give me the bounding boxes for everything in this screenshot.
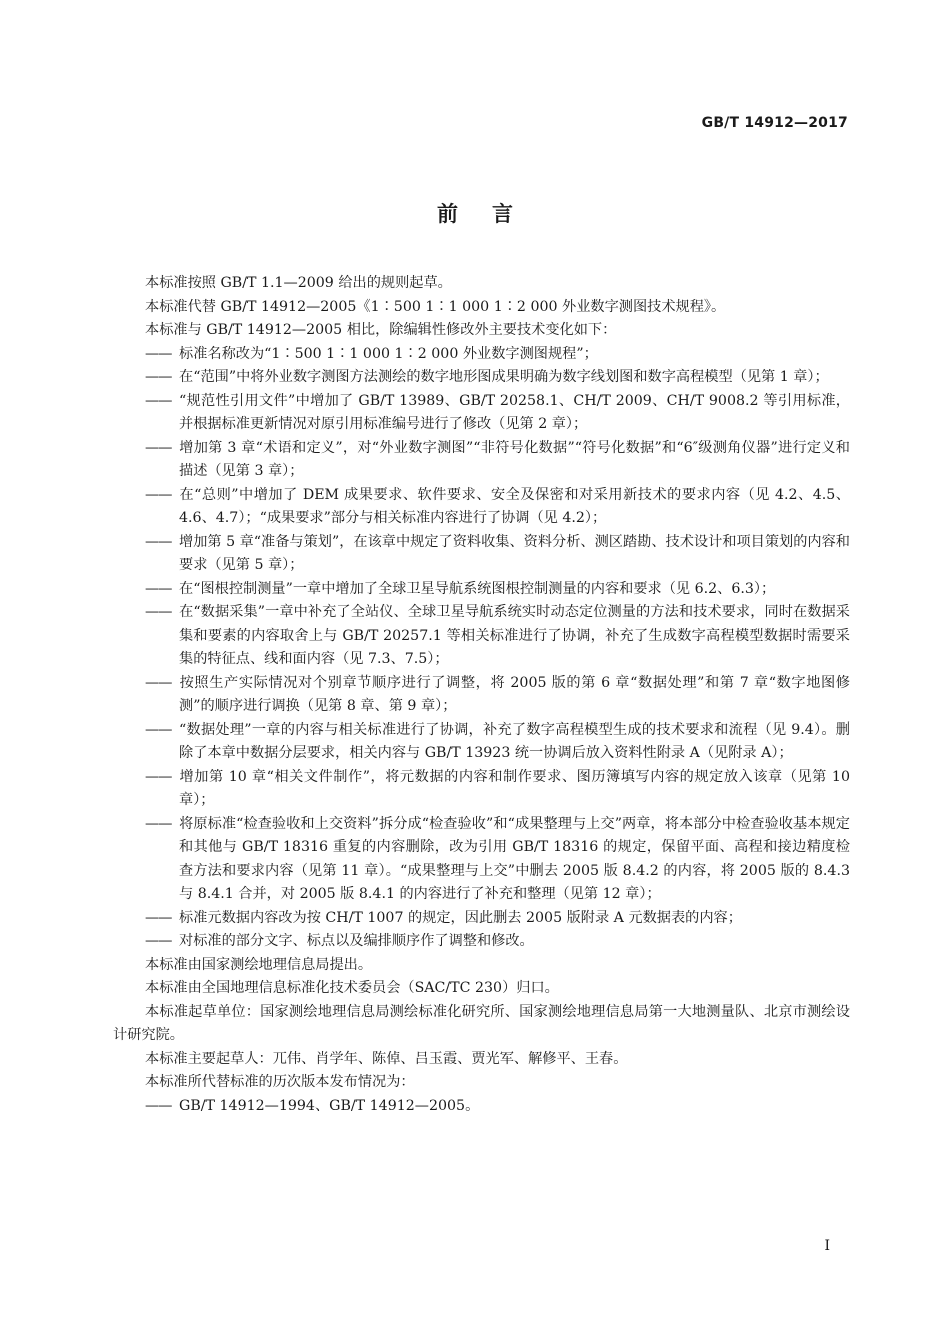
dash-mark: —— bbox=[145, 369, 172, 385]
paragraph: 本标准起草单位：国家测绘地理信息局测绘标准化研究所、国家测绘地理信息局第一大地测量队、北京市测绘设计研究院。 bbox=[113, 1003, 850, 1043]
change-item bbox=[113, 531, 850, 578]
change-item bbox=[113, 719, 850, 766]
page-title: 前言 bbox=[437, 202, 547, 226]
change-item bbox=[113, 578, 850, 602]
paragraph: 本标准由国家测绘地理信息局提出。 bbox=[145, 956, 373, 973]
paragraph: 本标准主要起草人：兀伟、肖学年、陈倬、吕玉霞、贾光军、解修平、王春。 bbox=[145, 1050, 628, 1067]
dash-mark: —— bbox=[145, 768, 172, 785]
change-text: 在“范围”中将外业数字测图方法测绘的数字地形图成果明确为数字线划图和数字高程模型（见第 1 章）； bbox=[179, 369, 829, 385]
change-text: 按照生产实际情况对个别章节顺序进行了调整，将 2005 版的第 6 章“数据处理”和第 7 章“数字地图修测”的顺序进行调换（见第 8 章、第 9 章）； bbox=[179, 674, 850, 714]
standard-code: GB/T 14912—2017 bbox=[701, 115, 848, 131]
dash-mark: —— bbox=[145, 580, 172, 597]
change-text: 增加第 5 章“准备与策划”，在该章中规定了资料收集、资料分析、测区踏勘、技术设计和项目策划的内容和要求（见第 5 章）； bbox=[179, 533, 850, 573]
page-number: I bbox=[824, 1238, 830, 1254]
change-item bbox=[113, 366, 850, 390]
dash-mark: —— bbox=[145, 439, 172, 456]
dash-mark: —— bbox=[145, 815, 172, 832]
paragraph: 本标准所代替标准的历次版本发布情况为： bbox=[145, 1074, 415, 1090]
change-text: “规范性引用文件”中增加了 GB/T 13989、GB/T 20258.1、CH/T 2009、CH/T 9008.2 等引用标准，并根据标准更新情况对原引用标准编号进行了修改（见第 2 章）； bbox=[179, 392, 850, 432]
dash-mark: —— bbox=[145, 604, 172, 620]
change-text: 在“总则”中增加了 DEM 成果要求、软件要求、安全及保密和对采用新技术的要求内容（见 4.2、4.5、4.6、4.7）；“成果要求”部分与相关标准内容进行了协调（见 4.2）； bbox=[179, 486, 850, 526]
dash-mark: —— bbox=[145, 392, 172, 409]
dash-mark: —— bbox=[145, 909, 172, 926]
change-text: 在“数据采集”一章中补充了全站仪、全球卫星导航系统实时动态定位测量的方法和技术要求，同时在数据采集和要素的内容取舍上与 GB/T 20257.1 等相关标准进行了协调，补充了生成数字高程模型数据时需要采集的特征点、线和面内容（见 7.3、7.5）； bbox=[179, 604, 850, 667]
dash-mark: —— bbox=[145, 721, 172, 738]
change-item bbox=[113, 930, 850, 954]
paragraph: 本标准由全国地理信息标准化技术委员会（SAC/TC 230）归口。 bbox=[145, 980, 559, 996]
change-item bbox=[113, 390, 850, 437]
history-text: GB/T 14912—1994、GB/T 14912—2005。 bbox=[179, 1097, 480, 1114]
change-item bbox=[113, 813, 850, 907]
dash-mark: —— bbox=[145, 533, 172, 550]
change-item bbox=[113, 343, 850, 367]
dash-mark: —— bbox=[145, 674, 172, 691]
change-text: 在“图根控制测量”一章中增加了全球卫星导航系统图根控制测量的内容和要求（见 6.2、6.3）； bbox=[179, 580, 776, 597]
dash-mark: —— bbox=[145, 933, 172, 949]
change-text: 标准元数据内容改为按 CH/T 1007 的规定，因此删去 2005 版附录 A 元数据表的内容； bbox=[179, 909, 742, 926]
change-text: 增加第 10 章“相关文件制作”，将元数据的内容和制作要求、图历簿填写内容的规定放入该章（见第 10 章）； bbox=[179, 768, 850, 808]
change-text: 将原标准“检查验收和上交资料”拆分成“检查验收”和“成果整理与上交”两章，将本部分中检查验收基本规定和其他与 GB/T 18316 重复的内容删除，改为引用 GB/T 18316 的规定，保留平面、高程和接边精度检查方法和要求内容（见第 11 章）。“成果整理与上交”中删去 2005 版 8.4.2 的内容，将 2005 版的 8.4.3 与 8.4.1 合并，对 2005 版 8.4.1 的内容进行了补充和整理（见第 12 章）； bbox=[179, 815, 850, 902]
history-item bbox=[113, 1095, 850, 1119]
change-item bbox=[113, 672, 850, 719]
paragraph: 本标准按照 GB/T 1.1—2009 给出的规则起草。 bbox=[145, 275, 452, 291]
paragraph: 本标准与 GB/T 14912—2005 相比，除编辑性修改外主要技术变化如下： bbox=[145, 322, 617, 338]
change-text: “数据处理”一章的内容与相关标准进行了协调，补充了数字高程模型生成的技术要求和流程（见 9.4）。删除了本章中数据分层要求，相关内容与 GB/T 13923 统一协调后放入资料性附录 A（见附录 A）； bbox=[179, 721, 850, 761]
change-item bbox=[113, 766, 850, 813]
change-item bbox=[113, 907, 850, 931]
change-item bbox=[113, 601, 850, 672]
document-body bbox=[113, 272, 850, 1118]
dash-mark: —— bbox=[145, 1097, 172, 1114]
change-item bbox=[113, 484, 850, 531]
change-text: 增加第 3 章“术语和定义”，对“外业数字测图”“非符号化数据”“符号化数据”和“6″级测角仪器”进行定义和描述（见第 3 章）； bbox=[179, 439, 850, 479]
dash-mark: —— bbox=[145, 486, 172, 503]
paragraph: 本标准代替 GB/T 14912—2005《1∶500 1∶1 000 1∶2 000 外业数字测图技术规程》。 bbox=[145, 298, 726, 315]
dash-mark: —— bbox=[145, 345, 172, 362]
change-text: 标准名称改为“1∶500 1∶1 000 1∶2 000 外业数字测图规程”； bbox=[179, 345, 598, 362]
change-text: 对标准的部分文字、标点以及编排顺序作了调整和修改。 bbox=[179, 933, 534, 949]
change-item bbox=[113, 437, 850, 484]
